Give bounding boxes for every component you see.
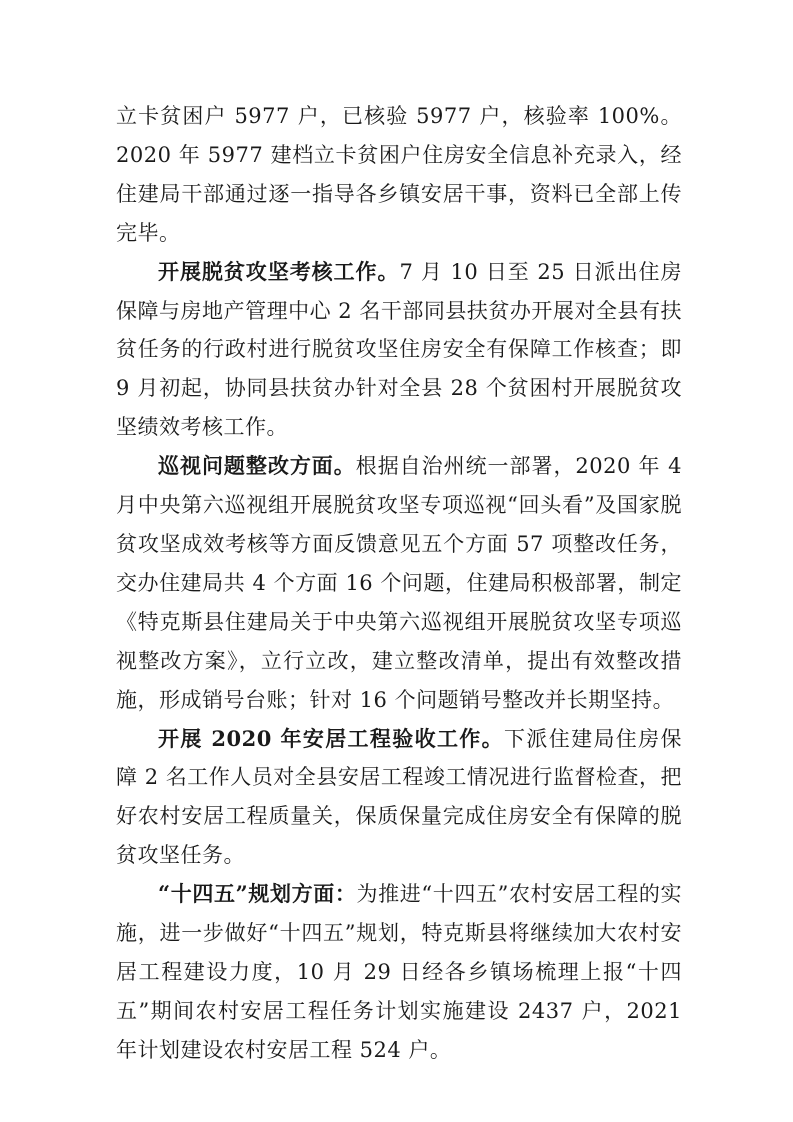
paragraph-housing-acceptance <box>116 720 682 876</box>
paragraph-body: 立卡贫困户 5977 户，已核验 5977 户，核验率 100%。2020 年 5977 建档立卡贫困户住房安全信息补充录入，经住建局干部通过逐一指导各乡镇安居干事，资料已全部上传完毕。 <box>116 104 682 245</box>
paragraph-body: 7 月 10 日至 25 日派出住房保障与房地产管理中心 2 名干部同县扶贫办开展对全县有扶贫任务的行政村进行脱贫攻坚住房安全有保障工作核查；即 9 月初起，协同县扶贫办针对全县 28 个贫困村开展脱贫攻坚绩效考核工作。 <box>116 259 682 440</box>
paragraph-heading: 开展脱贫攻坚考核工作。 <box>158 258 400 284</box>
paragraph-body: 为推进“十四五”农村安居工程的实施，进一步做好“十四五”规划，特克斯县将继续加大农村安居工程建设力度，10 月 29 日经各乡镇场梳理上报“十四五”期间农村安居工程任务计划实施建设 2437 户，2021 年计划建设农村安居工程 524 户。 <box>116 882 683 1062</box>
paragraph-five-year-plan <box>116 875 682 1070</box>
paragraph-inspection-rectification <box>116 447 682 719</box>
paragraph-body: 根据自治州统一部署，2020 年 4 月中央第六巡视组开展脱贫攻坚专项巡视“回头看”及国家脱贫攻坚成效考核等方面反馈意见五个方面 57 项整改任务，交办住建局共 4 个方面 16 个问题，住建局积极部署，制定《特克斯县住建局关于中央第六巡视组开展脱贫攻坚专项巡视整改方案》，立行立改，建立整改清单，提出有效整改措施，形成销号台账；针对 16 个问题销号整改并长期坚持。 <box>116 454 683 712</box>
paragraph-verification-summary <box>116 97 682 253</box>
paragraph-assessment-work <box>116 253 682 448</box>
paragraph-heading: 巡视问题整改方面。 <box>158 453 356 479</box>
paragraph-heading: 开展 2020 年安居工程验收工作。 <box>158 725 505 751</box>
document-page <box>116 97 682 1070</box>
paragraph-body: 下派住建局住房保障 2 名工作人员对全县安居工程竣工情况进行监督检查，把好农村安居工程质量关，保质保量完成住房安全有保障的脱贫攻坚任务。 <box>116 726 683 868</box>
paragraph-heading: “十四五”规划方面： <box>158 881 357 907</box>
